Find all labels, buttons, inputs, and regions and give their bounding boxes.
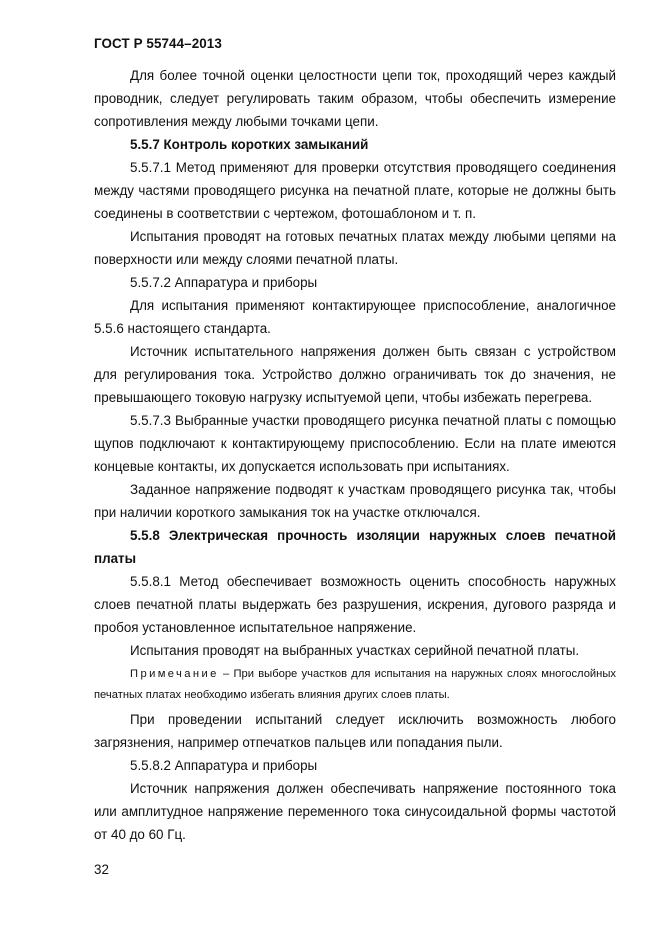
paragraph-5-5-7-2: 5.5.7.2 Аппаратура и приборы — [130, 275, 318, 290]
paragraph-voltage-source: Источник испытательного напряжения должен быть связан с устройством для регулирования тока. Устройство должно ограничивать ток до значения, не превышающего токовую нагрузку испытуемой цепи, чтобы избежать перегрева. — [94, 344, 616, 405]
note-text: – При выборе участков для испытания на наружных слоях многослойных печатных платах необходимо избегать влияния других слоев платы. — [94, 668, 616, 701]
paragraph-applied-voltage: Заданное напряжение подводят к участкам проводящего рисунка так, чтобы при наличии короткого замыкания ток на участке отключался. — [94, 482, 616, 520]
note-label: Примечание — [130, 668, 219, 680]
page-number: 32 — [94, 862, 109, 877]
paragraph-selected-areas: Испытания проводят на выбранных участках серийной печатной платы. — [130, 643, 580, 658]
paragraph-current-regulation: Для более точной оценки целостности цепи ток, проходящий через каждый проводник, следует регулировать таким образом, чтобы обеспечить измерение сопротивления между любыми точками цепи. — [94, 68, 616, 129]
paragraph-contamination: При проведении испытаний следует исключить возможность любого загрязнения, например отпечатков пальцев или попадания пыли. — [94, 712, 616, 750]
paragraph-5-5-8-2: 5.5.8.2 Аппаратура и приборы — [130, 758, 318, 773]
paragraph-5-5-7-3: 5.5.7.3 Выбранные участки проводящего рисунка печатной платы с помощью щупов подключают к контактирующему приспособлению. Если на плате имеются концевые контакты, их допускается использовать при испытаниях. — [94, 413, 616, 474]
paragraph-voltage-requirements: Источник напряжения должен обеспечивать напряжение постоянного тока или амплитудное напряжение переменного тока синусоидальной формы частотой от 40 до 60 Гц. — [94, 781, 616, 842]
paragraph-tests-finished-boards: Испытания проводят на готовых печатных платах между любыми цепями на поверхности или между слоями печатной платы. — [94, 229, 616, 267]
section-heading-5-5-8: 5.5.8 Электрическая прочность изоляции наружных слоев печатной платы — [94, 528, 616, 566]
section-heading-5-5-7: 5.5.7 Контроль коротких замыканий — [130, 137, 369, 152]
note — [94, 664, 616, 706]
paragraph-contact-fixture: Для испытания применяют контактирующее приспособление, аналогичное 5.5.6 настоящего стандарта. — [94, 298, 616, 336]
paragraph-5-5-8-1: 5.5.8.1 Метод обеспечивает возможность оценить способность наружных слоев печатной платы выдержать без разрушения, искрения, дугового разряда и пробоя установленное испытательное напряжение. — [94, 574, 616, 635]
document-body — [94, 64, 616, 846]
document-header: ГОСТ Р 55744–2013 — [94, 36, 222, 51]
paragraph-5-5-7-1: 5.5.7.1 Метод применяют для проверки отсутствия проводящего соединения между частями проводящего рисунка на печатной плате, которые не должны быть соединены в соответствии с чертежом, фотошаблоном и т. п. — [94, 160, 616, 221]
